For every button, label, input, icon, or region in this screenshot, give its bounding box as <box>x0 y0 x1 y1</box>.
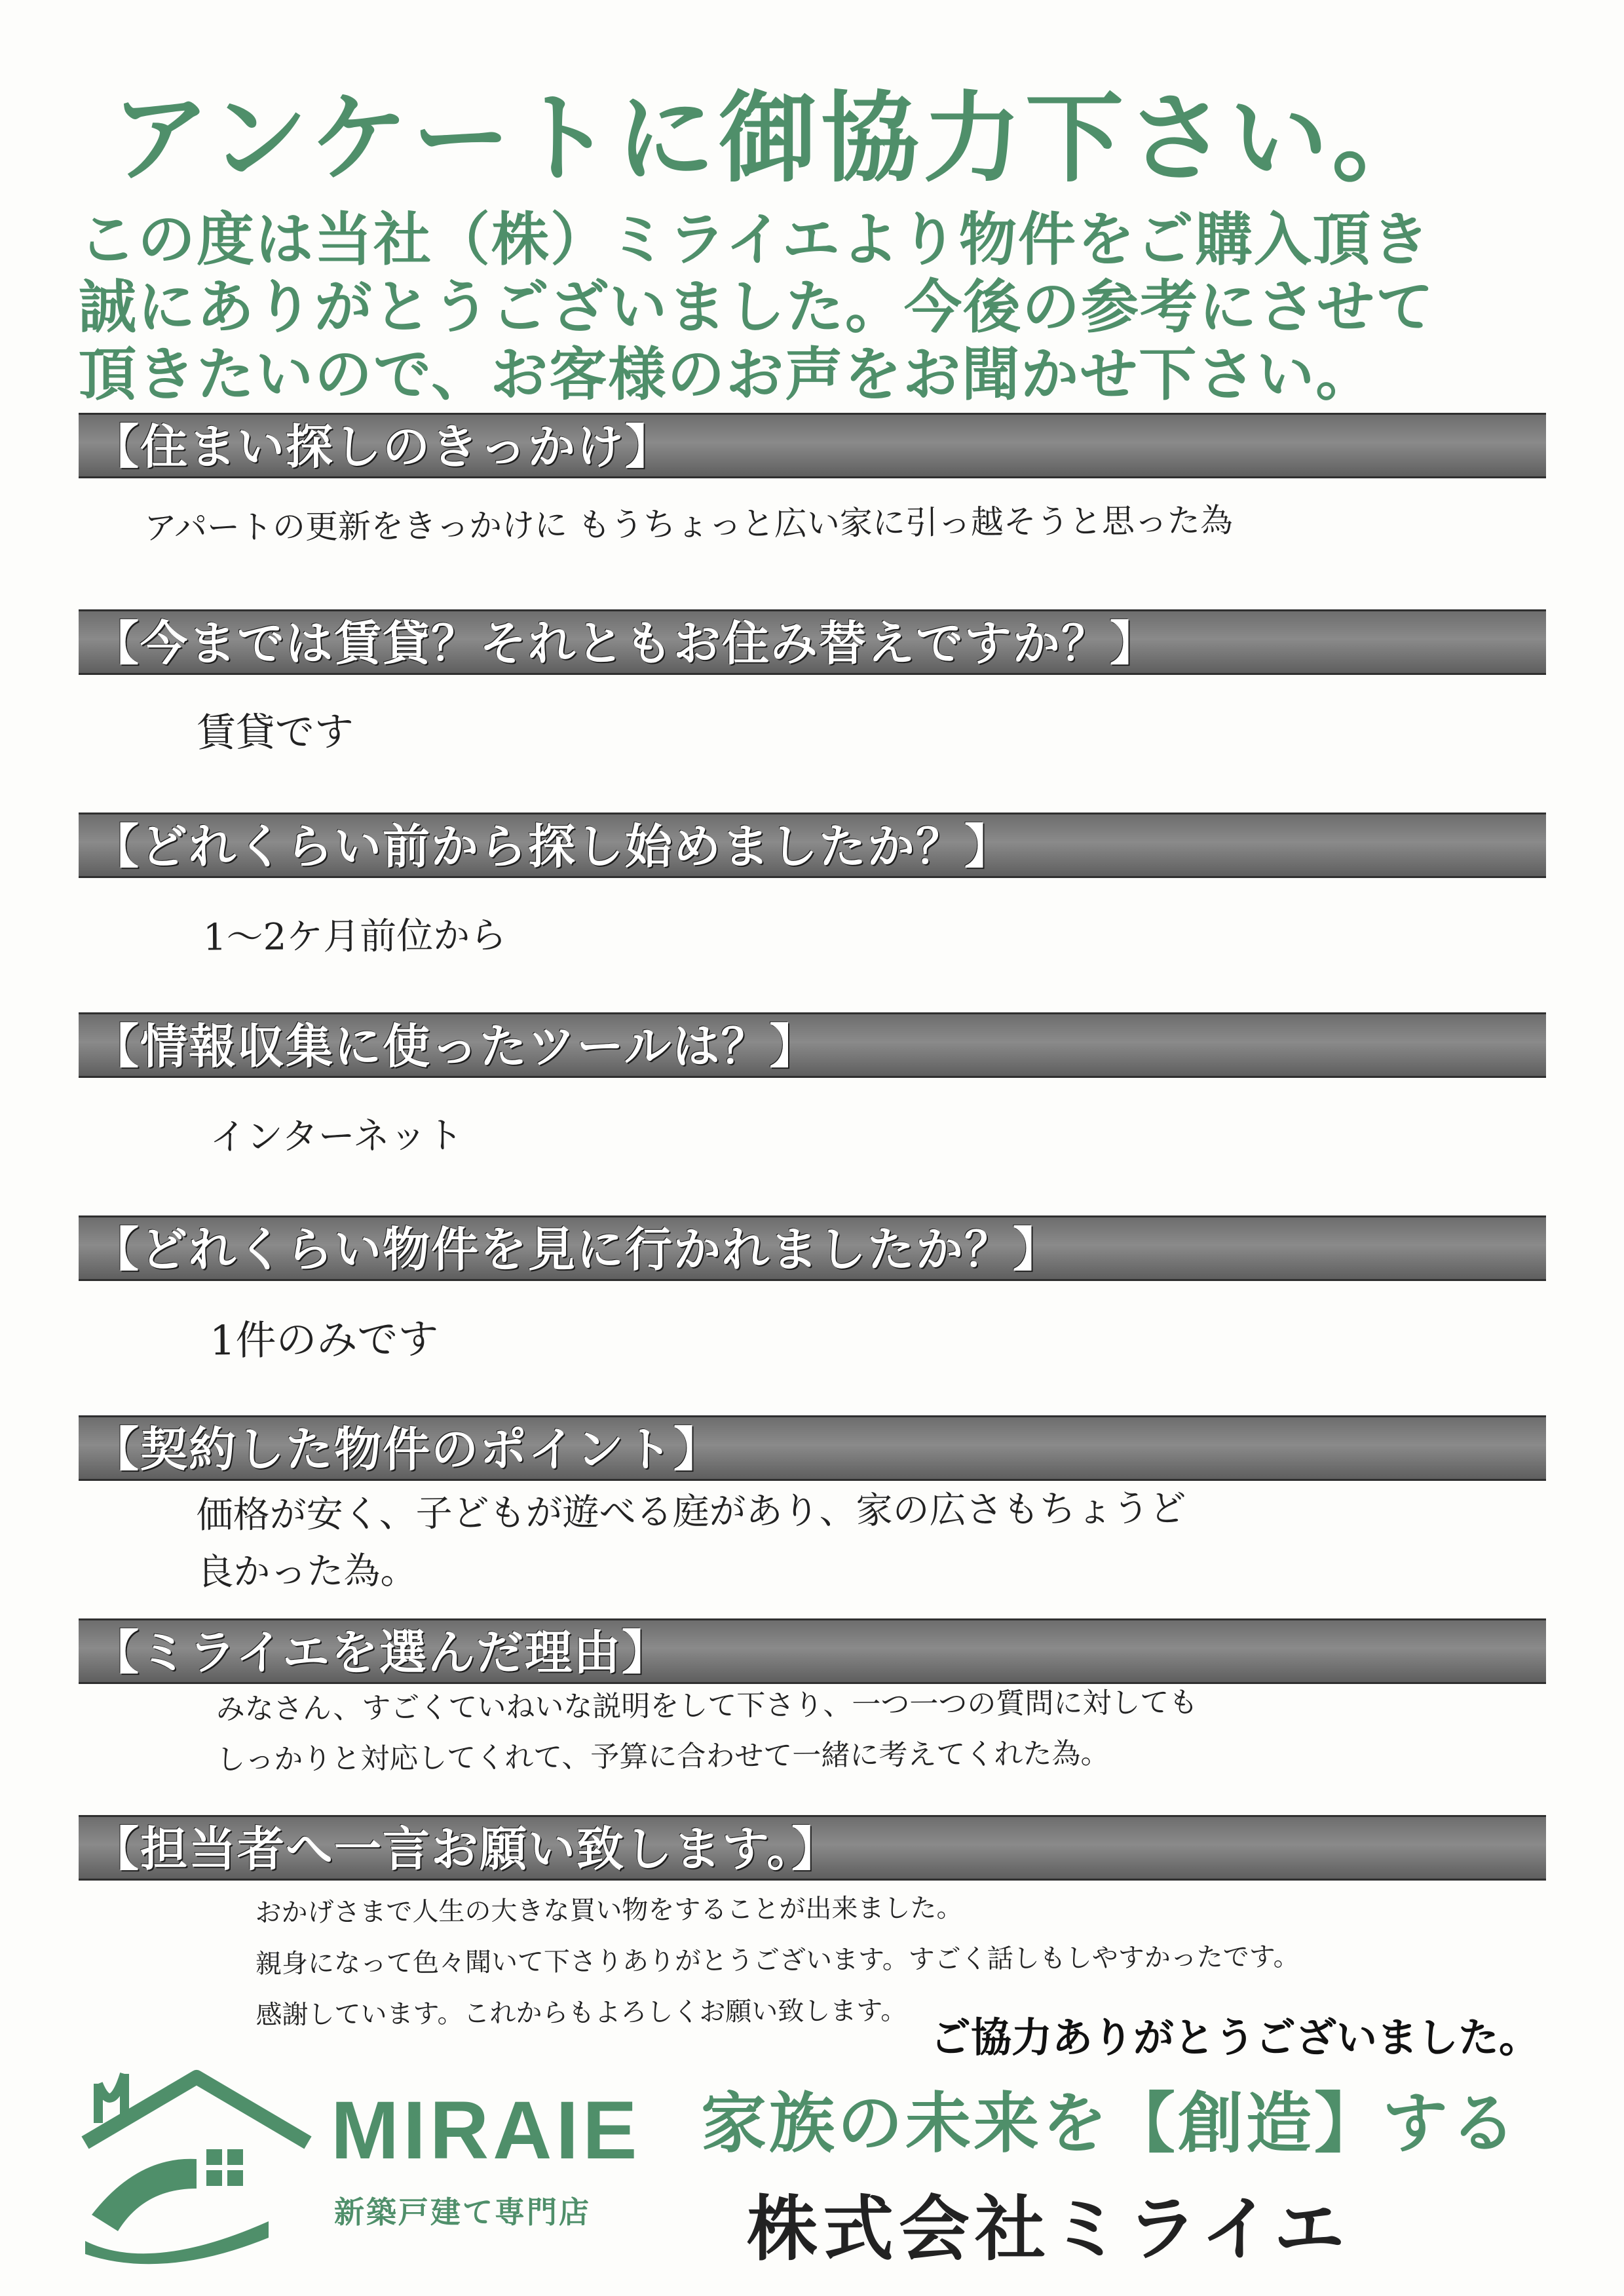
section-header-reason <box>79 1618 1546 1684</box>
brand-subtitle: 新築戸建て専門店 <box>334 2194 591 2230</box>
answer-viewings <box>210 1307 439 1373</box>
section-header-trigger <box>79 413 1546 478</box>
answer-housing <box>197 700 354 765</box>
answer-line: インターネット <box>209 1114 464 1159</box>
footer <box>72 2057 1566 2280</box>
tagline: 家族の未来を【創造】する <box>701 2085 1519 2162</box>
answer-line: 1〜2ケ月前位から <box>202 914 507 959</box>
section-header-tools <box>79 1012 1546 1078</box>
answer-trigger <box>144 494 1233 554</box>
answer-line: しっかりと対応してくれて、予算に合わせて一緒に考えてくれた為。 <box>216 1736 1110 1777</box>
answer-line: 良かった為。 <box>197 1549 417 1594</box>
answer-line: 感謝しています。これからもよろしくお願い致します。 <box>255 1995 907 2031</box>
section-heading: 【ミライエを選んだ理由】 <box>92 1625 670 1680</box>
section-heading: 【情報収集に使ったツールは？】 <box>92 1019 818 1074</box>
section-heading: 【どれくらい物件を見に行かれましたか？】 <box>92 1222 1062 1277</box>
answer-tools <box>210 1107 464 1167</box>
section-header-duration <box>79 813 1546 878</box>
answer-line: 価格が安く、子どもが遊べる庭があり、家の広さもちょうど <box>196 1487 1186 1537</box>
answer-reason <box>216 1677 1198 1785</box>
section-header-message <box>79 1815 1546 1881</box>
answer-line: アパートの更新をきっかけに もうちょっと広い家に引っ越そうと思った為 <box>143 501 1234 547</box>
section-heading: 【担当者へ一言お願い致します。】 <box>92 1822 840 1877</box>
answer-line: みなさん、すごくていねいな説明をして下さり、一つ一つの質問に対しても <box>216 1685 1198 1727</box>
intro-line: 頂きたいので、お客様のお声をお聞かせ下さい。 <box>79 340 1375 408</box>
survey-title: アンケートに御協力下さい。 <box>111 82 1435 196</box>
brand-logo-text: MIRAIE <box>331 2085 641 2176</box>
intro-line: 誠にありがとうございました。今後の参考にさせて <box>79 273 1435 341</box>
answer-line: 1件のみです <box>209 1314 439 1365</box>
section-header-viewings <box>79 1215 1546 1281</box>
section-heading: 【今までは賃貸？それともお住み替えですか？】 <box>92 616 1159 671</box>
answer-line: おかげさまで人生の大きな買い物をすることが出来ました。 <box>255 1893 963 1928</box>
house-logo-icon <box>72 2057 328 2274</box>
section-heading: 【住まい探しのきっかけ】 <box>92 419 674 474</box>
answer-points <box>196 1481 1186 1601</box>
intro-line: この度は当社（株）ミライエより物件をご購入頂き <box>79 206 1431 273</box>
thank-you-message: ご協力ありがとうございました。 <box>930 2014 1540 2061</box>
answer-duration <box>203 906 507 967</box>
section-heading: 【どれくらい前から探し始めましたか？】 <box>92 819 1013 874</box>
company-name: 株式会社ミライエ <box>747 2189 1350 2270</box>
section-header-housing <box>79 609 1546 675</box>
intro-text <box>79 206 1559 409</box>
answer-line: 賃貸です <box>196 709 354 756</box>
answer-line: 親身になって色々聞いて下さりありがとうございます。すごく話しもしやすかったです。 <box>255 1942 1300 1980</box>
section-header-points <box>79 1415 1546 1481</box>
section-heading: 【契約した物件のポイント】 <box>92 1422 723 1477</box>
